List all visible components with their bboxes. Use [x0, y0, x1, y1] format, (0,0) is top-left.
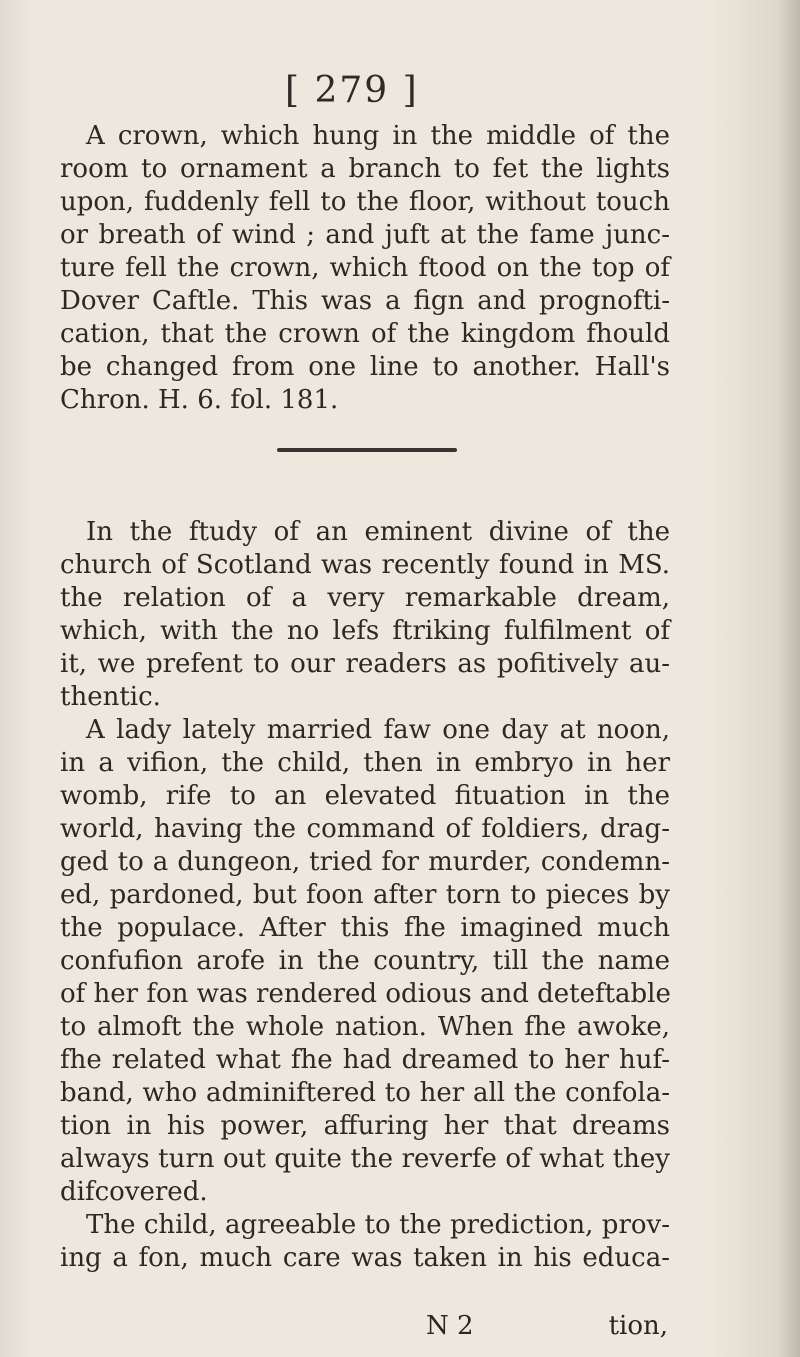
text-line: to almoft the whole nation. When fhe awoke, [60, 1012, 670, 1042]
page-footer [86, 1310, 668, 1343]
catchword: tion, [608, 1311, 668, 1341]
text-line: the populace. After this fhe imagined much [60, 913, 670, 943]
text-line: it, we prefent to our readers as pofitively au- [60, 649, 670, 679]
text-line: or breath of wind ; and juft at the fame junc- [60, 220, 670, 250]
text-line: confufion arofe in the country, till the name [60, 946, 670, 976]
text-line: cation, that the crown of the kingdom fhould [60, 319, 670, 349]
text-line: the relation of a very remarkable dream, [60, 583, 670, 613]
page-edge-shadow [778, 0, 800, 1357]
text-line: band, who adminiftered to her all the confola- [60, 1078, 670, 1108]
text-line: room to ornament a branch to fet the lights [60, 154, 670, 184]
section-divider [277, 448, 457, 452]
text-line: In the ftudy of an eminent divine of the [86, 517, 670, 547]
signature-mark: N 2 [426, 1311, 474, 1341]
text-line: church of Scotland was recently found in MS. [60, 550, 670, 580]
text-line: in a vifion, the child, then in embryo in her [60, 748, 670, 778]
text-line: womb, rife to an elevated fituation in the [60, 781, 670, 811]
paragraphs-dream [60, 516, 670, 1275]
text-line: difcovered. [60, 1177, 208, 1207]
text-line: ged to a dungeon, tried for murder, condemn- [60, 847, 670, 877]
text-line: Dover Caftle. This was a fign and prognofti- [60, 286, 670, 316]
text-line: which, with the no lefs ftriking fulfilment of [60, 616, 670, 646]
text-line: A lady lately married faw one day at noon, [86, 715, 670, 745]
text-line: The child, agreeable to the prediction, prov- [86, 1210, 670, 1240]
text-line: thentic. [60, 682, 161, 712]
text-line: ed, pardoned, but foon after torn to pieces by [60, 880, 670, 910]
text-line: be changed from one line to another. Hall's [60, 352, 670, 382]
text-line: tion in his power, affuring her that dreams [60, 1111, 670, 1141]
text-line: Chron. H. 6. fol. 181. [60, 385, 339, 415]
text-line: of her fon was rendered odious and deteftable [60, 979, 671, 1009]
text-line: A crown, which hung in the middle of the [86, 121, 670, 151]
text-line: ture fell the crown, which ftood on the top of [60, 253, 670, 283]
text-line: ing a fon, much care was taken in his educa- [60, 1243, 670, 1273]
text-line: always turn out quite the reverfe of what they [60, 1144, 670, 1174]
text-line: fhe related what fhe had dreamed to her huf- [60, 1045, 670, 1075]
page-header: [ 279 ] [285, 70, 419, 111]
text-line: upon, fuddenly fell to the floor, without touch [60, 187, 670, 217]
text-line: world, having the command of foldiers, drag- [60, 814, 670, 844]
paragraph-crown [60, 120, 670, 417]
